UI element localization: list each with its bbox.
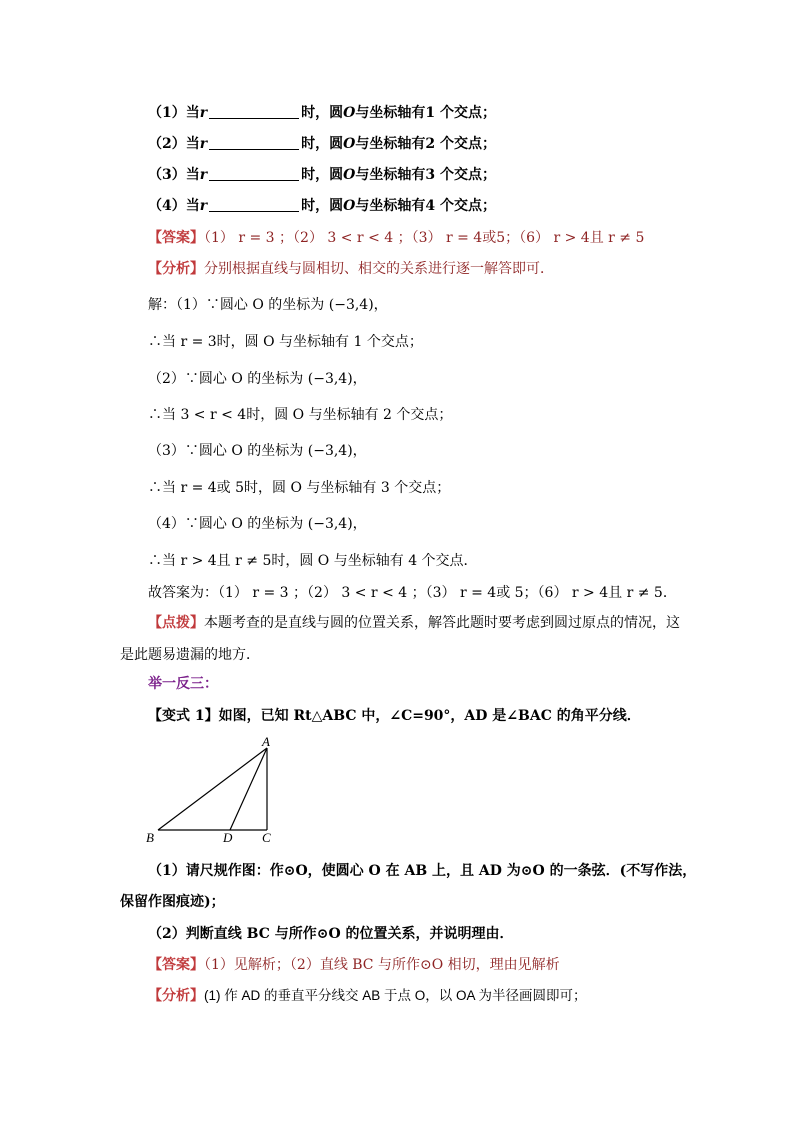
question-1 xyxy=(148,103,496,123)
question-text: 时，圆 xyxy=(301,136,344,152)
analysis-text: 分别根据直线与圆相切、相交的关系进行逐一解答即可． xyxy=(204,261,554,277)
intersection-count: 1 xyxy=(425,105,436,121)
subquestion-1-line-2 xyxy=(120,892,225,912)
answer-block-1 xyxy=(148,228,644,248)
solution-line-5 xyxy=(148,441,367,461)
question-text: 个交点； xyxy=(435,198,496,214)
tip-text: 是此题易遗漏的地方． xyxy=(120,647,260,663)
question-number: （4）当 xyxy=(148,198,200,214)
solution-line-8 xyxy=(148,551,478,571)
solution-text: ∵圆心 O 的坐标为 (−3,4)， xyxy=(184,371,367,387)
conclusion-text: 故答案为：（1） r = 3 ；（2） 3 < r < 4 ；（3） r = 4或 5；（6） r > 4且 r ≠ 5． xyxy=(148,585,677,601)
intersection-count: 3 xyxy=(425,167,436,183)
tip-tag: 【点拨】 xyxy=(148,615,204,631)
therefore-symbol: ∴ xyxy=(148,407,162,423)
subquestion-text: （2）判断直线 BC 与所作⊙O 的位置关系，并说明理由． xyxy=(148,926,514,942)
triangle-figure xyxy=(140,732,290,847)
answer-tag: 【答案】 xyxy=(148,957,204,973)
solution-text: 当 r = 3时，圆 O 与坐标轴有 1 个交点； xyxy=(162,334,423,350)
label-B: B xyxy=(146,830,154,845)
analysis-tag: 【分析】 xyxy=(148,988,204,1004)
tip-line-2 xyxy=(120,645,260,665)
analysis-tag: 【分析】 xyxy=(148,261,204,277)
solution-text: ∵圆心 O 的坐标为 (−3,4)， xyxy=(205,297,388,313)
intersection-count: 4 xyxy=(425,198,436,214)
question-text: 时，圆 xyxy=(301,198,344,214)
solution-line-6 xyxy=(148,478,450,498)
answer-blank xyxy=(209,135,299,150)
subquestion-1-line-1 xyxy=(148,861,696,881)
solution-prefix: （4） xyxy=(148,516,185,532)
question-2 xyxy=(148,134,496,154)
solution-line-7 xyxy=(148,514,367,534)
variable-r: r xyxy=(199,167,208,183)
variable-r: r xyxy=(199,136,208,152)
question-text: 个交点； xyxy=(435,167,496,183)
variant-text: 如图，已知 Rt△ABC 中，∠C=90°，AD 是∠BAC 的角平分线． xyxy=(218,708,641,724)
solution-prefix: （3） xyxy=(148,443,185,459)
subquestion-text: （1）请尺规作图：作⊙O，使圆心 O 在 AB 上，且 AD 为⊙O 的一条弦．(不写作法， xyxy=(148,863,697,879)
analysis-text: (1) 作 AD 的垂直平分线交 AB 于点 O，以 OA 为半径画圆即可； xyxy=(204,988,587,1003)
solution-text: 当 3 < r < 4时，圆 O 与坐标轴有 2 个交点； xyxy=(162,407,453,423)
section-title: 举一反三： xyxy=(148,676,218,692)
conclusion-line xyxy=(148,583,677,603)
segment-AD xyxy=(230,748,267,830)
solution-text: 当 r = 4或 5时，圆 O 与坐标轴有 3 个交点； xyxy=(162,480,451,496)
variant-tag: 【变式 1】 xyxy=(148,708,219,724)
question-text: 时，圆 xyxy=(301,167,344,183)
therefore-symbol: ∴ xyxy=(148,480,162,496)
variant-line xyxy=(148,706,641,726)
question-text: 与坐标轴有 xyxy=(355,105,426,121)
circle-label: O xyxy=(343,136,356,152)
solution-line-3 xyxy=(148,369,367,389)
answer-blank xyxy=(209,104,299,119)
tip-text: 本题考查的是直线与圆的位置关系，解答此题时要考虑到圆过原点的情况，这 xyxy=(204,615,680,631)
analysis-block-1 xyxy=(148,259,554,279)
question-text: 个交点； xyxy=(435,136,496,152)
subquestion-text: 保留作图痕迹)； xyxy=(120,894,225,910)
answer-blank xyxy=(209,197,299,212)
circle-label: O xyxy=(343,198,356,214)
question-number: （3）当 xyxy=(148,167,200,183)
question-3 xyxy=(148,165,496,185)
answer-tag: 【答案】 xyxy=(148,230,204,246)
question-text: 时，圆 xyxy=(301,105,344,121)
label-A: A xyxy=(262,734,270,749)
solution-text: ∵圆心 O 的坐标为 (−3,4)， xyxy=(184,516,367,532)
solution-prefix: 解：（1） xyxy=(148,297,206,313)
variable-r: r xyxy=(199,198,208,214)
subquestion-2 xyxy=(148,924,514,944)
label-D: D xyxy=(223,830,233,845)
therefore-symbol: ∴ xyxy=(148,334,162,350)
answer-block-2 xyxy=(148,955,560,975)
question-text: 与坐标轴有 xyxy=(355,167,426,183)
question-text: 与坐标轴有 xyxy=(355,198,426,214)
answer-text: （1） r = 3 ；（2） 3 < r < 4 ；（3） r = 4或5；（6） r > 4且 r ≠ 5 xyxy=(204,230,645,246)
question-4 xyxy=(148,196,496,216)
circle-label: O xyxy=(343,167,356,183)
label-C: C xyxy=(262,830,271,845)
question-number: （2）当 xyxy=(148,136,200,152)
solution-text: ∵圆心 O 的坐标为 (−3,4)， xyxy=(184,443,367,459)
circle-label: O xyxy=(343,105,356,121)
answer-text: （1）见解析；（2）直线 BC 与所作⊙O 相切，理由见解析 xyxy=(204,957,560,973)
therefore-symbol: ∴ xyxy=(148,553,162,569)
question-number: （1）当 xyxy=(148,105,200,121)
segment-AB xyxy=(158,748,267,830)
analysis-block-2 xyxy=(148,986,587,1006)
solution-line-4 xyxy=(148,405,452,425)
solution-text: 当 r > 4且 r ≠ 5时，圆 O 与坐标轴有 4 个交点． xyxy=(162,553,478,569)
question-text: 与坐标轴有 xyxy=(355,136,426,152)
solution-line-1 xyxy=(148,295,388,315)
variable-r: r xyxy=(199,105,208,121)
solution-line-2 xyxy=(148,332,423,352)
intersection-count: 2 xyxy=(425,136,436,152)
tip-line-1 xyxy=(148,613,680,633)
answer-blank xyxy=(209,166,299,181)
solution-prefix: （2） xyxy=(148,371,185,387)
question-text: 个交点； xyxy=(435,105,496,121)
